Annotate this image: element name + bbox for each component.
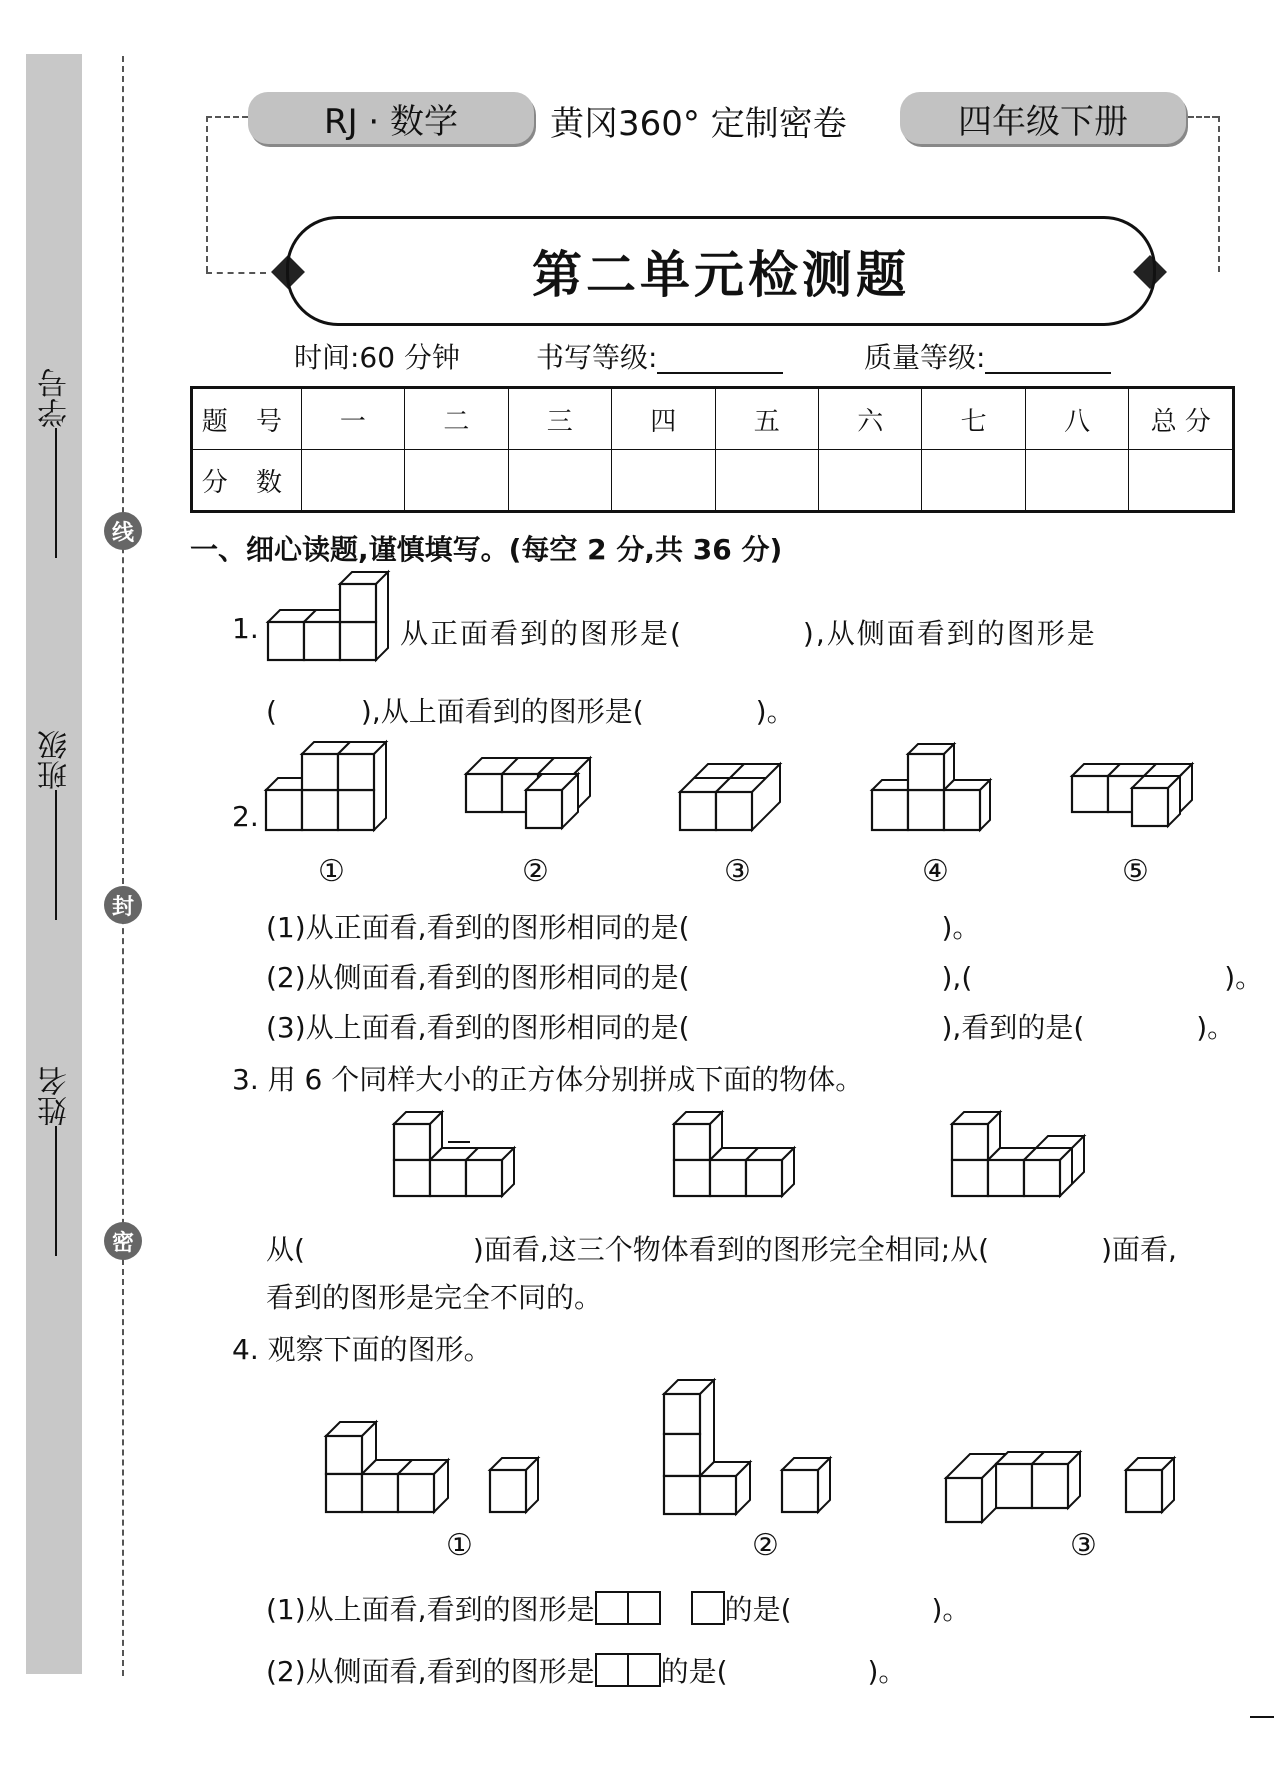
two-square-icon-right [627,1653,661,1687]
quality-grade-blank[interactable] [985,344,1111,374]
header-dash-right [1188,116,1218,118]
fold-line [122,56,124,1676]
q4-sub2 [266,1650,906,1690]
class-field[interactable] [34,730,78,926]
student-id-field[interactable] [34,368,78,564]
score-cell[interactable] [818,450,921,512]
q1-line1: 从正面看到的图形是( ),从侧面看到的图形是 [400,617,1097,650]
score-value-row [192,450,1234,512]
q2-figure-5 [1072,754,1202,838]
q3-figure-1 [394,1108,544,1200]
page-edge-mark [1250,1716,1274,1718]
score-header-cell: 总 分 [1129,388,1234,450]
header-dash-left-vertical [206,116,208,272]
q4-sub2-answer: 的是( )。 [660,1655,907,1688]
q4-single-cube-3 [1124,1456,1184,1516]
q2-figure-3 [680,752,810,836]
q4-figure-1 [326,1412,456,1512]
q2-sub1: (1)从正面看,看到的图形相同的是( )。 [266,911,981,944]
subject-badge: RJ · 数学 [248,92,534,144]
score-cell[interactable] [1025,450,1128,512]
score-header-cell: 一 [301,388,404,450]
time-limit: 时间:60 分钟 [294,341,460,374]
grade-badge: 四年级下册 [900,92,1186,144]
q2-number: 2. [232,800,259,833]
quality-grade-label: 质量等级: [864,341,986,374]
score-cell[interactable] [301,450,404,512]
q2-label-1: ① [318,854,345,889]
q3-line2: 看到的图形是完全不同的。 [266,1281,603,1314]
q4-label-1: ① [446,1528,473,1563]
writing-grade [536,336,783,376]
q2-sub2: (2)从侧面看,看到的图形相同的是( ),( )。 [266,961,1264,994]
score-cell[interactable] [922,450,1025,512]
student-id-underline [55,428,57,558]
q2-label-5: ⑤ [1122,854,1149,889]
score-cell[interactable] [405,450,508,512]
class-label: 班级 [38,730,73,790]
q2-label-4: ④ [922,854,949,889]
q1-line2: ( ),从上面看到的图形是( )。 [266,695,795,728]
score-header-cell: 二 [405,388,508,450]
q3-line1: 从( )面看,这三个物体看到的图形完全相同;从( )面看, [266,1233,1177,1266]
q4-figure-3 [944,1452,1114,1524]
writing-grade-blank[interactable] [657,344,783,374]
name-label: 姓名 [38,1066,73,1126]
score-header-row [192,388,1234,450]
score-cell[interactable] [715,450,818,512]
writing-grade-label: 书写等级: [536,341,658,374]
header-dash-right-vertical [1218,116,1220,272]
score-row-label: 分 数 [192,450,302,512]
quality-grade [864,336,1111,376]
student-id-label: 学号 [38,368,73,428]
q4-sub1-answer: 的是( )。 [724,1593,971,1626]
q4-figure-2 [664,1380,794,1516]
seal-secret-mark: 密 [104,1222,142,1260]
series-title: 黄冈360° 定制密卷 [550,104,847,144]
score-cell[interactable] [612,450,715,512]
q4-single-cube-1 [488,1456,548,1516]
score-header-cell: 七 [922,388,1025,450]
q4-label-3: ③ [1070,1528,1097,1563]
q1-cube-figure [264,580,400,672]
seal-seal-mark: 封 [104,886,142,924]
score-header-cell: 八 [1025,388,1128,450]
one-square-icon [691,1591,725,1625]
name-field[interactable] [34,1066,78,1262]
q3-figure-2 [674,1108,824,1200]
two-square-icon [595,1653,629,1687]
q2-figure-2 [466,750,616,830]
q4-single-cube-2 [780,1456,840,1516]
q4-sub2-text: (2)从侧面看,看到的图形是 [266,1655,595,1688]
q2-figure-4 [872,746,1002,838]
score-table [190,386,1235,513]
score-header-cell: 六 [818,388,921,450]
header-dash-left-bottom [206,272,266,274]
q4-sub1 [266,1588,970,1628]
q2-sub3: (3)从上面看,看到的图形相同的是( ),看到的是( )。 [266,1011,1236,1044]
seal-line-mark: 线 [104,512,142,550]
name-underline [55,1126,57,1256]
q3-text: 3. 用 6 个同样大小的正方体分别拼成下面的物体。 [232,1063,864,1096]
score-header-cell: 题 号 [192,388,302,450]
header-dash-left [206,116,248,118]
two-square-icon-right [627,1591,661,1625]
q4-text: 4. 观察下面的图形。 [232,1333,492,1366]
score-header-cell: 三 [508,388,611,450]
two-square-icon [595,1591,629,1625]
score-cell[interactable] [508,450,611,512]
q3-figure-3 [952,1108,1112,1200]
q2-figure-1 [266,746,396,838]
q1-number: 1. [232,612,259,645]
q2-label-2: ② [522,854,549,889]
q2-label-3: ③ [724,854,751,889]
score-header-cell: 四 [612,388,715,450]
q4-sub1-text: (1)从上面看,看到的图形是 [266,1593,595,1626]
page-title: 第二单元检测题 [286,216,1156,326]
section-heading: 一、细心读题,谨慎填写。(每空 2 分,共 36 分) [190,533,783,566]
class-underline [55,790,57,920]
score-cell[interactable] [1129,450,1234,512]
score-header-cell: 五 [715,388,818,450]
q4-label-2: ② [752,1528,779,1563]
